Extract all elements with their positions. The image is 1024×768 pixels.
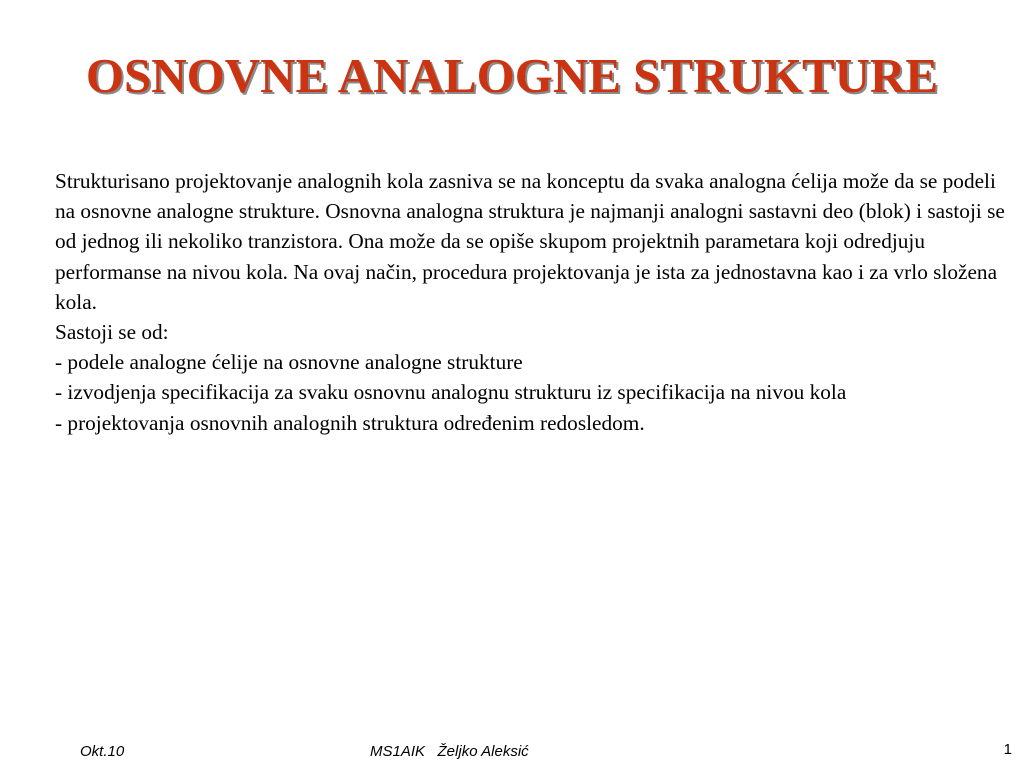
list-item-2: - izvodjenja specifikacija za svaku osnovnu analognu strukturu iz specifikacija na nivou kola bbox=[55, 380, 847, 405]
list-item-3: - projektovanja osnovnih analognih struktura određenim redosledom. bbox=[55, 410, 645, 435]
body-paragraph: Strukturisano projektovanje analognih kola zasniva se na konceptu da svaka analogna ćelija može da se podeli na osnovne analogne strukture. Osnovna analogna struktura je najmanji analogni sastavni deo (blok) i sastoji se od jednog ili nekoliko tranzistora. Ona može da se opiše skupom projektnih parametara koji odredjuju performanse na nivou kola. Na ovaj način, procedura projektovanja je ista za jednostavna kao i za vrlo složena kola. bbox=[55, 169, 1005, 314]
list-intro: Sastoji se od: bbox=[55, 320, 169, 345]
slide-body bbox=[55, 166, 1005, 438]
footer-date: Okt.10 bbox=[80, 743, 125, 760]
page-number: 1 bbox=[1003, 741, 1012, 758]
list-item-1: - podele analogne ćelije na osnovne analogne strukture bbox=[55, 350, 523, 375]
footer-course-author: MS1AIK Željko Aleksić bbox=[370, 743, 529, 760]
slide-title: OSNOVNE ANALOGNE STRUKTURE bbox=[85, 48, 939, 103]
